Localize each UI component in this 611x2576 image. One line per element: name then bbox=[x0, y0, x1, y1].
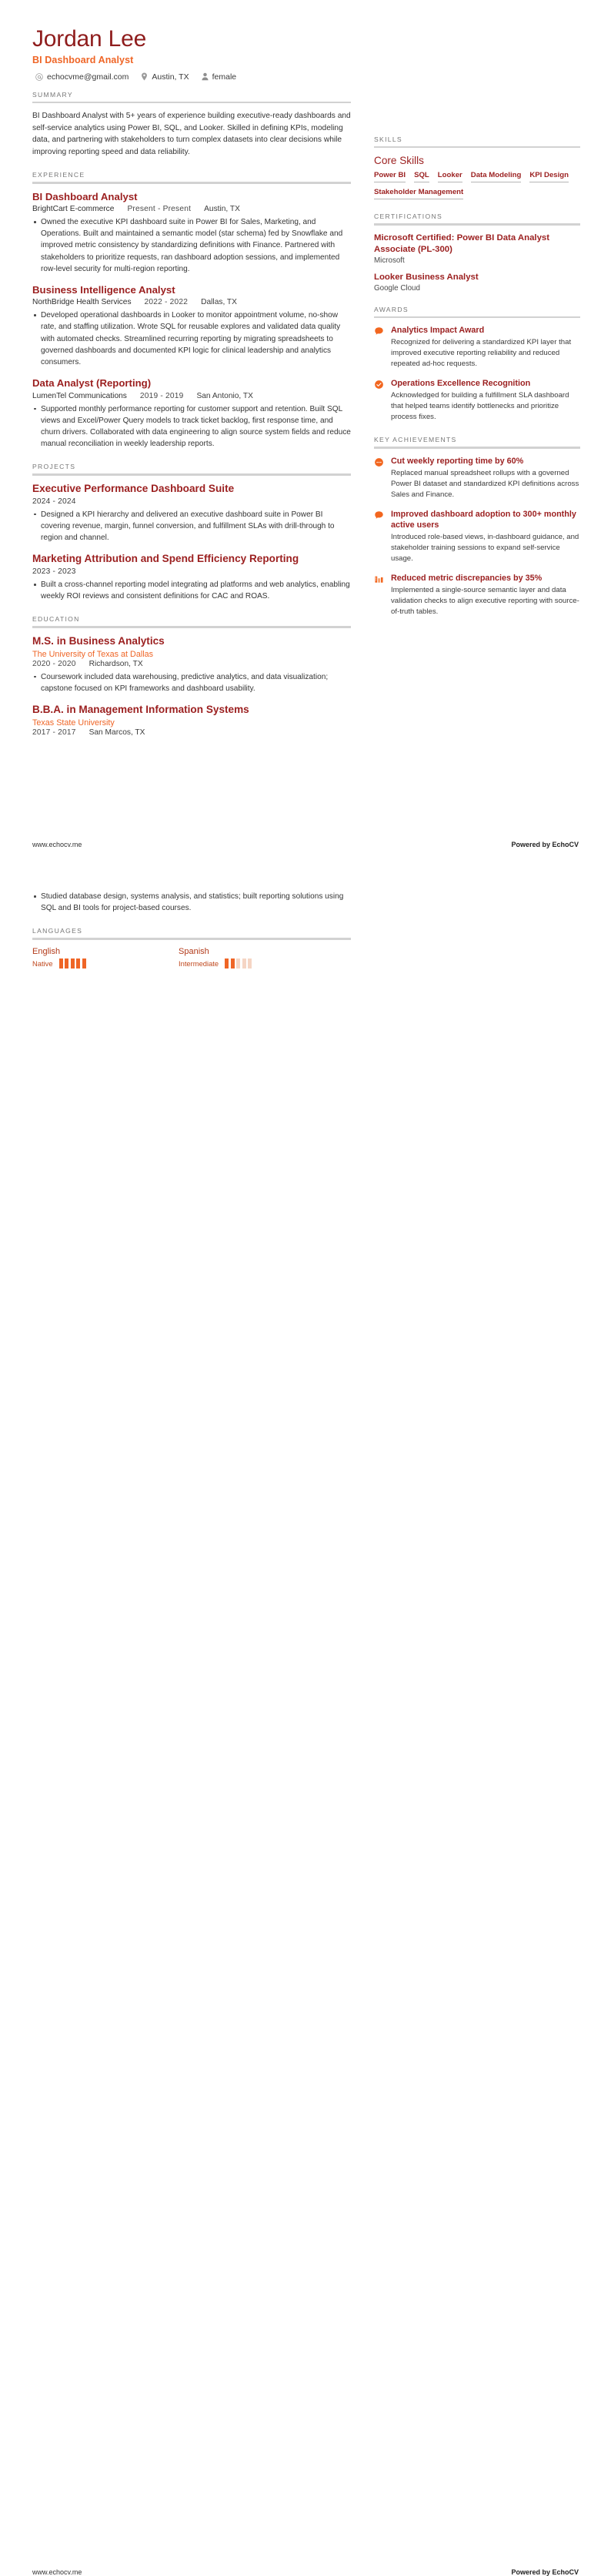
skill-chip: SQL bbox=[414, 171, 429, 182]
resume-sheet-1 bbox=[0, 0, 611, 865]
certification-name: Looker Business Analyst bbox=[374, 272, 479, 282]
section-rule bbox=[32, 473, 351, 476]
education-bullets bbox=[32, 891, 351, 914]
experience-dates: 2019 - 2019 bbox=[139, 391, 184, 400]
experience-dates: Present - Present bbox=[127, 205, 192, 214]
section-summary bbox=[32, 91, 351, 159]
experience-meta bbox=[32, 392, 351, 400]
project-entry bbox=[32, 553, 351, 602]
list-item: Supported monthly performance reporting for customer support and retention. Built SQL views and Excel/Power Query models to track ticket backlog, first response time, and churn drivers. Collaborated with data engineering to align source system fields and reduce manual reconciliation in weekly leadership reports. bbox=[32, 403, 351, 450]
skill-chip: KPI Design bbox=[529, 171, 569, 182]
experience-meta bbox=[32, 298, 351, 306]
skill-chip: Stakeholder Management bbox=[374, 188, 463, 199]
candidate-name: Jordan Lee bbox=[32, 26, 147, 52]
footer-website[interactable]: www.echocv.me bbox=[32, 841, 82, 848]
speech-bubble-icon bbox=[374, 509, 385, 564]
language-level-bars bbox=[225, 958, 252, 969]
education-school: Texas State University bbox=[32, 718, 115, 728]
experience-entry bbox=[32, 191, 351, 275]
award-description: Acknowledged for building a fulfillment SLA dashboard that helped teams identify bottlenecks and prioritize process fixes. bbox=[391, 391, 569, 422]
award-title: Operations Excellence Recognition bbox=[391, 379, 531, 389]
certification-name: Microsoft Certified: Power BI Data Analyst Associate (PL-300) bbox=[374, 233, 550, 254]
page-footer-1 bbox=[32, 841, 579, 848]
section-rule bbox=[32, 182, 351, 184]
section-languages bbox=[32, 927, 351, 969]
bar-chart-icon bbox=[374, 573, 385, 617]
achievement-title: Improved dashboard adoption to 300+ monthly active users bbox=[391, 509, 576, 530]
award-item bbox=[374, 325, 580, 370]
section-rule bbox=[374, 146, 580, 149]
email-icon bbox=[35, 73, 43, 81]
experience-bullets bbox=[32, 309, 351, 368]
education-continuation bbox=[32, 891, 351, 914]
education-bullets bbox=[32, 671, 351, 694]
language-item bbox=[179, 947, 325, 969]
experience-bullets bbox=[32, 216, 351, 275]
section-education bbox=[32, 615, 351, 737]
project-dates: 2024 - 2024 bbox=[32, 497, 76, 506]
achievement-item bbox=[374, 509, 580, 564]
footer-brand: Powered by EchoCV bbox=[511, 2568, 579, 2576]
candidate-role: BI Dashboard Analyst bbox=[32, 54, 134, 65]
experience-title: BI Dashboard Analyst bbox=[32, 190, 138, 202]
experience-title: Data Analyst (Reporting) bbox=[32, 377, 152, 389]
project-bullets bbox=[32, 509, 351, 544]
education-location: San Marcos, TX bbox=[88, 728, 145, 737]
language-level-bars bbox=[59, 958, 86, 969]
language-row bbox=[179, 958, 325, 969]
contact-email-text: echocvme@gmail.com bbox=[47, 72, 129, 82]
certification-item bbox=[374, 272, 580, 293]
right-column bbox=[374, 91, 580, 631]
footer-website[interactable]: www.echocv.me bbox=[32, 2568, 82, 2576]
resume-columns bbox=[32, 91, 579, 750]
achievement-description: Introduced role-based views, in-dashboard guidance, and stakeholder training sessions to expand self-service usage. bbox=[391, 532, 579, 563]
language-level: Native bbox=[32, 958, 53, 968]
skill-chip: Power BI bbox=[374, 171, 406, 182]
achievement-description: Replaced manual spreadsheet rollups with a governed Power BI dataset and standardized KPI definitions across Sales and Finance. bbox=[391, 468, 579, 499]
experience-location: Dallas, TX bbox=[201, 298, 237, 307]
project-bullets bbox=[32, 579, 351, 602]
education-meta bbox=[32, 728, 351, 737]
project-title: Marketing Attribution and Spend Efficiency Reporting bbox=[32, 552, 299, 564]
right-column-page2 bbox=[374, 891, 580, 935]
skill-chip: Looker bbox=[438, 171, 462, 182]
resume-sheet-2 bbox=[0, 865, 611, 2576]
summary-text: BI Dashboard Analyst with 5+ years of experience building executive-ready dashboards and self-service analytics using Power BI, SQL, and Looker. Skilled in defining KPIs, modeling data, and partnering with stakeholders to turn complex datasets into clear decisions while improving reporting speed and data reliability. bbox=[32, 112, 351, 156]
award-item bbox=[374, 378, 580, 423]
resume-columns-page2 bbox=[32, 891, 579, 982]
person-icon bbox=[202, 72, 209, 81]
certification-issuer: Google Cloud bbox=[374, 283, 420, 293]
left-column bbox=[32, 91, 351, 750]
experience-title: Business Intelligence Analyst bbox=[32, 283, 175, 296]
contact-email[interactable] bbox=[35, 72, 129, 82]
section-rule bbox=[374, 447, 580, 449]
speech-bubble-icon bbox=[374, 325, 385, 370]
experience-location: Austin, TX bbox=[204, 205, 240, 214]
contact-gender-text: female bbox=[212, 72, 237, 82]
award-title: Analytics Impact Award bbox=[391, 326, 485, 336]
education-dates: 2020 - 2020 bbox=[32, 659, 76, 668]
left-column-page2 bbox=[32, 891, 351, 982]
section-rule bbox=[32, 102, 351, 104]
contact-gender bbox=[202, 72, 237, 82]
dots-circle-icon bbox=[374, 456, 385, 500]
section-skills bbox=[374, 135, 580, 200]
skill-chip: Data Modeling bbox=[471, 171, 522, 182]
resume-header bbox=[32, 26, 579, 82]
section-title-languages: LANGUAGES bbox=[32, 927, 83, 935]
page-footer-2 bbox=[32, 2568, 579, 2576]
skills-group-title: Core Skills bbox=[374, 155, 424, 167]
experience-entry bbox=[32, 284, 351, 368]
section-title-experience: EXPERIENCE bbox=[32, 171, 85, 179]
language-level: Intermediate bbox=[179, 958, 219, 968]
section-title-summary: SUMMARY bbox=[32, 90, 73, 99]
achievement-title: Reduced metric discrepancies by 35% bbox=[391, 573, 543, 583]
language-row bbox=[32, 958, 179, 969]
language-name: Spanish bbox=[179, 946, 209, 956]
section-rule bbox=[374, 316, 580, 319]
achievement-description: Implemented a single-source semantic layer and data validation checks to align executive reporting with source-of-truth tables. bbox=[391, 585, 579, 616]
list-item: Studied database design, systems analysis, and statistics; built reporting solutions using SQL and BI tools for project-based courses. bbox=[32, 891, 351, 914]
education-entry bbox=[32, 635, 351, 694]
section-title-projects: PROJECTS bbox=[32, 463, 76, 471]
section-title-education: EDUCATION bbox=[32, 615, 80, 624]
achievement-item bbox=[374, 573, 580, 617]
section-awards bbox=[374, 306, 580, 423]
section-certifications bbox=[374, 212, 580, 293]
list-item: Built a cross-channel reporting model integrating ad platforms and web analytics, enabling weekly ROI reviews and consistent definitions for CAC and ROAS. bbox=[32, 579, 351, 602]
project-dates: 2023 - 2023 bbox=[32, 567, 76, 576]
education-school: The University of Texas at Dallas bbox=[32, 649, 154, 659]
project-entry bbox=[32, 483, 351, 544]
skills-chip-list bbox=[374, 171, 580, 199]
section-rule bbox=[374, 223, 580, 226]
award-description: Recognized for delivering a standardized KPI layer that improved executive reporting reliability and reduced repeated ad-hoc requests. bbox=[391, 338, 572, 369]
education-meta bbox=[32, 660, 351, 668]
contact-location-text: Austin, TX bbox=[152, 72, 189, 82]
list-item: Coursework included data warehousing, predictive analytics, and data visualization; capstone focused on KPI frameworks and dashboard usability. bbox=[32, 671, 351, 694]
experience-meta bbox=[32, 205, 351, 213]
project-title: Executive Performance Dashboard Suite bbox=[32, 482, 235, 494]
language-item bbox=[32, 947, 179, 969]
list-item: Developed operational dashboards in Looker to monitor appointment volume, no-show rate, and staffing utilization. Wrote SQL for reusable explores and validated data quality with automated checks. Streamlined recurring reporting by migrating spreadsheets to governed dashboards and documented KPI logic for clinical leadership and analytics consumers. bbox=[32, 309, 351, 368]
certification-item bbox=[374, 233, 580, 265]
section-title-certifications: CERTIFICATIONS bbox=[374, 212, 443, 221]
footer-brand: Powered by EchoCV bbox=[511, 841, 579, 848]
contact-location bbox=[141, 72, 189, 82]
list-item: Owned the executive KPI dashboard suite in Power BI for Sales, Marketing, and Operations. Built and maintained a semantic model (star schema) fed by Snowflake and improved metric consistency by standardizing definitions with Finance. Partnered with stakeholders to prioritize requests, ran dashboard adoption sessions, and implemented row-level security for multi-region reporting. bbox=[32, 216, 351, 275]
achievement-title: Cut weekly reporting time by 60% bbox=[391, 456, 524, 466]
experience-bullets bbox=[32, 403, 351, 450]
education-degree: B.B.A. in Management Information Systems bbox=[32, 704, 249, 715]
certification-issuer: Microsoft bbox=[374, 256, 405, 265]
experience-org: LumenTel Communications bbox=[32, 391, 127, 400]
language-name: English bbox=[32, 946, 61, 956]
section-title-key-achievements: KEY ACHIEVEMENTS bbox=[374, 436, 457, 444]
section-title-awards: AWARDS bbox=[374, 305, 409, 313]
experience-location: San Antonio, TX bbox=[196, 391, 253, 400]
section-experience bbox=[32, 171, 351, 450]
check-circle-icon bbox=[374, 378, 385, 423]
education-location: Richardson, TX bbox=[88, 659, 143, 668]
experience-org: BrightCart E-commerce bbox=[32, 205, 115, 214]
education-degree: M.S. in Business Analytics bbox=[32, 634, 165, 647]
education-entry bbox=[32, 704, 351, 737]
experience-entry bbox=[32, 377, 351, 450]
list-item: Designed a KPI hierarchy and delivered an executive dashboard suite in Power BI covering revenue, margin, funnel conversion, and fulfillment SLAs with drill-through to region and channel. bbox=[32, 509, 351, 544]
education-dates: 2017 - 2017 bbox=[32, 728, 76, 737]
location-pin-icon bbox=[141, 72, 148, 81]
experience-org: NorthBridge Health Services bbox=[32, 298, 132, 307]
section-key-achievements bbox=[374, 436, 580, 617]
section-title-skills: SKILLS bbox=[374, 135, 402, 143]
section-rule bbox=[32, 938, 351, 940]
contact-bar bbox=[32, 72, 579, 82]
languages-grid bbox=[32, 947, 351, 969]
section-projects bbox=[32, 463, 351, 602]
achievement-item bbox=[374, 456, 580, 500]
section-rule bbox=[32, 626, 351, 628]
experience-dates: 2022 - 2022 bbox=[144, 298, 189, 307]
